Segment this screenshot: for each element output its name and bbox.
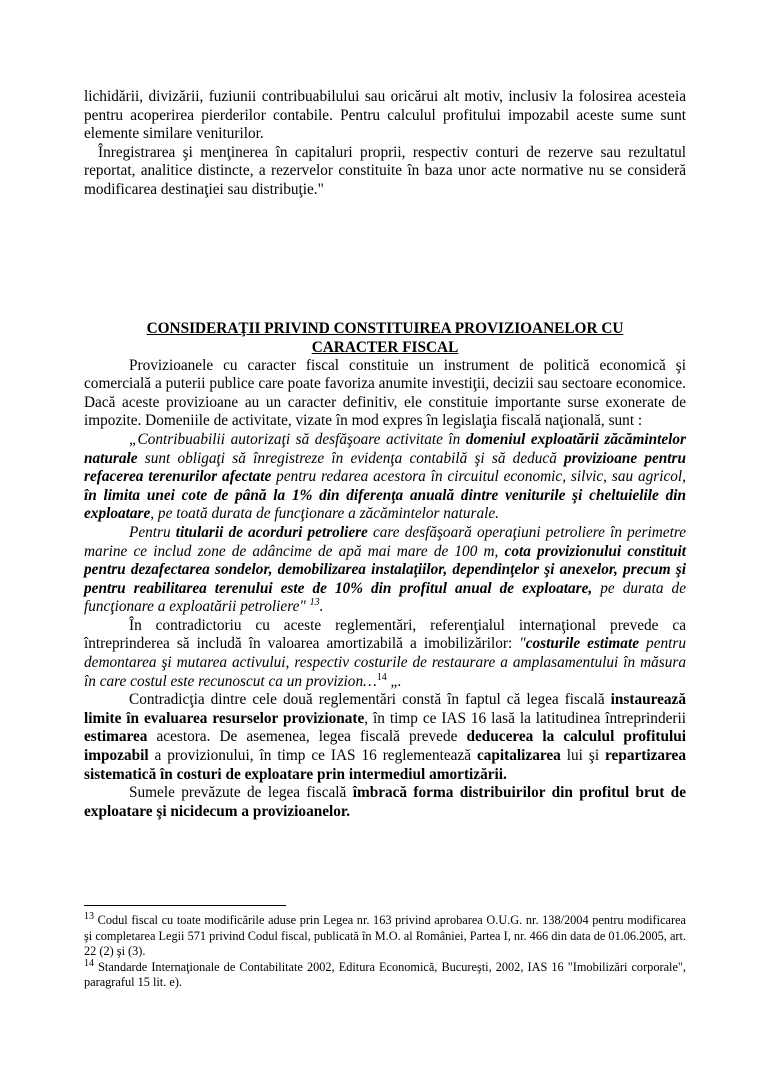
paragraph-contradictoriu: În contradictoriu cu aceste reglementări, referenţialul internaţional prevede ca întreprinderea să includă în valoarea amortizabilă a imobilizărilor: "costurile estimate pentru demontarea şi mutarea activului, respectiv costurile de restaurare a amplasamentului în măsura în care costul este recunoscut ca un provizion…$^{14}$ „. bbox=[84, 616, 686, 690]
footnote-number: 14 bbox=[84, 957, 94, 969]
quote-zacaminte: „Contribuabilii autorizaţi să desfăşoare activitate în domeniul exploatării zăcămintelor naturale sunt obligaţi să înregistreze în evidenţa contabilă şi să deducă provizioane pentru refacerea terenurilor afectate pentru redarea acestora în circuitul economic, silvic, sau agricol, în limita unei cote de până la 1% din diferenţa anuală dintre veniturile şi cheltuielile din exploatare, pe toată durata de funcţionare a zăcămintelor naturale. bbox=[84, 430, 687, 523]
section-heading bbox=[84, 319, 686, 357]
paragraph-sumele: Sumele prevăzute de legea fiscală îmbracă forma distribuirilor din profitul brut de exploatare şi nicidecum a provizioanelor. bbox=[84, 784, 686, 820]
footnote-text: Standarde Internaţionale de Contabilitate 2002, Editura Economică, Bucureşti, 2002, IAS 16 "Imobilizări corporale", paragraful 15 lit. e). bbox=[84, 959, 686, 990]
intro-paragraph-2: Înregistrarea şi menţinerea în capitaluri proprii, respectiv conturi de rezerve sau rezultatul reportat, analitice distincte, a rezervelor constituite în baza unor acte normative nu se consideră modificarea destinaţiei sau distribuţie." bbox=[84, 143, 686, 198]
page-body bbox=[84, 88, 686, 821]
footnote-divider bbox=[84, 905, 286, 906]
quote-petroliere: Pentru titularii de acorduri petroliere care desfăşoară operaţiuni petroliere în perimetre marine ce includ zone de adâncime de apă mai mare de 100 m, cota provizionului constituit pentru dezafectarea sondelor, demobilizarea instalaţiilor, dependinţelor şi anexelor, precum şi pentru reabilitarea terenului este de 10% din profitul anual de exploatare, pe durata de funcţionare a exploatării petroliere" $^{13}$. bbox=[84, 523, 686, 616]
heading-line-1: CONSIDERAŢII PRIVIND CONSTITUIREA PROVIZIOANELOR CU bbox=[146, 319, 624, 337]
footnote-13 bbox=[84, 910, 686, 960]
heading-line-2: CARACTER FISCAL bbox=[311, 338, 459, 356]
intro-paragraph-1: lichidării, divizării, fuziunii contribuabilului sau oricărui alt motiv, inclusiv la folosirea acesteia pentru acoperirea pierderilor contabile. Pentru calculul profitului impozabil aceste sume sunt elemente similare veniturilor. bbox=[84, 88, 686, 143]
paragraph-contradictia: Contradicţia dintre cele două reglementări constă în faptul că legea fiscală instaurează limite în evaluarea resurselor provizionate, în timp ce IAS 16 lasă la latitudinea întreprinderii estimarea acestora. De asemenea, legea fiscală prevede deducerea la calculul profitului impozabil a provizionului, în timp ce IAS 16 reglementează capitalizarea lui şi repartizarea sistematică în costuri de exploatare prin intermediul amortizării. bbox=[84, 691, 686, 783]
footnote-number: 13 bbox=[84, 910, 94, 922]
footnote-text: Codul fiscal cu toate modificările aduse prin Legea nr. 163 privind aprobarea O.U.G. nr. 138/2004 pentru modificarea şi completarea Legii 571 privind Codul fiscal, publicată în M.O. al României, Partea I, nr. 466 din data de 01.06.2005, art. 22 (2) şi (3). bbox=[84, 913, 686, 959]
footnotes bbox=[84, 905, 686, 991]
footnote-ref-13[interactable]: 13 bbox=[309, 597, 320, 609]
footnote-14 bbox=[84, 957, 686, 991]
footnote-ref-14[interactable]: 14 bbox=[376, 671, 387, 683]
paragraph-provizioane: Provizioanele cu caracter fiscal constituie un instrument de politică economică şi comercială a puterii publice care poate favoriza anumite investiţii, decizii sau sectoare economice. Dacă aceste provizioane au un caracter definitiv, ele constituie importante surse exonerate de impozite. Domeniile de activitate, vizate în mod expres în legislaţia fiscală naţională, sunt : bbox=[84, 356, 686, 430]
